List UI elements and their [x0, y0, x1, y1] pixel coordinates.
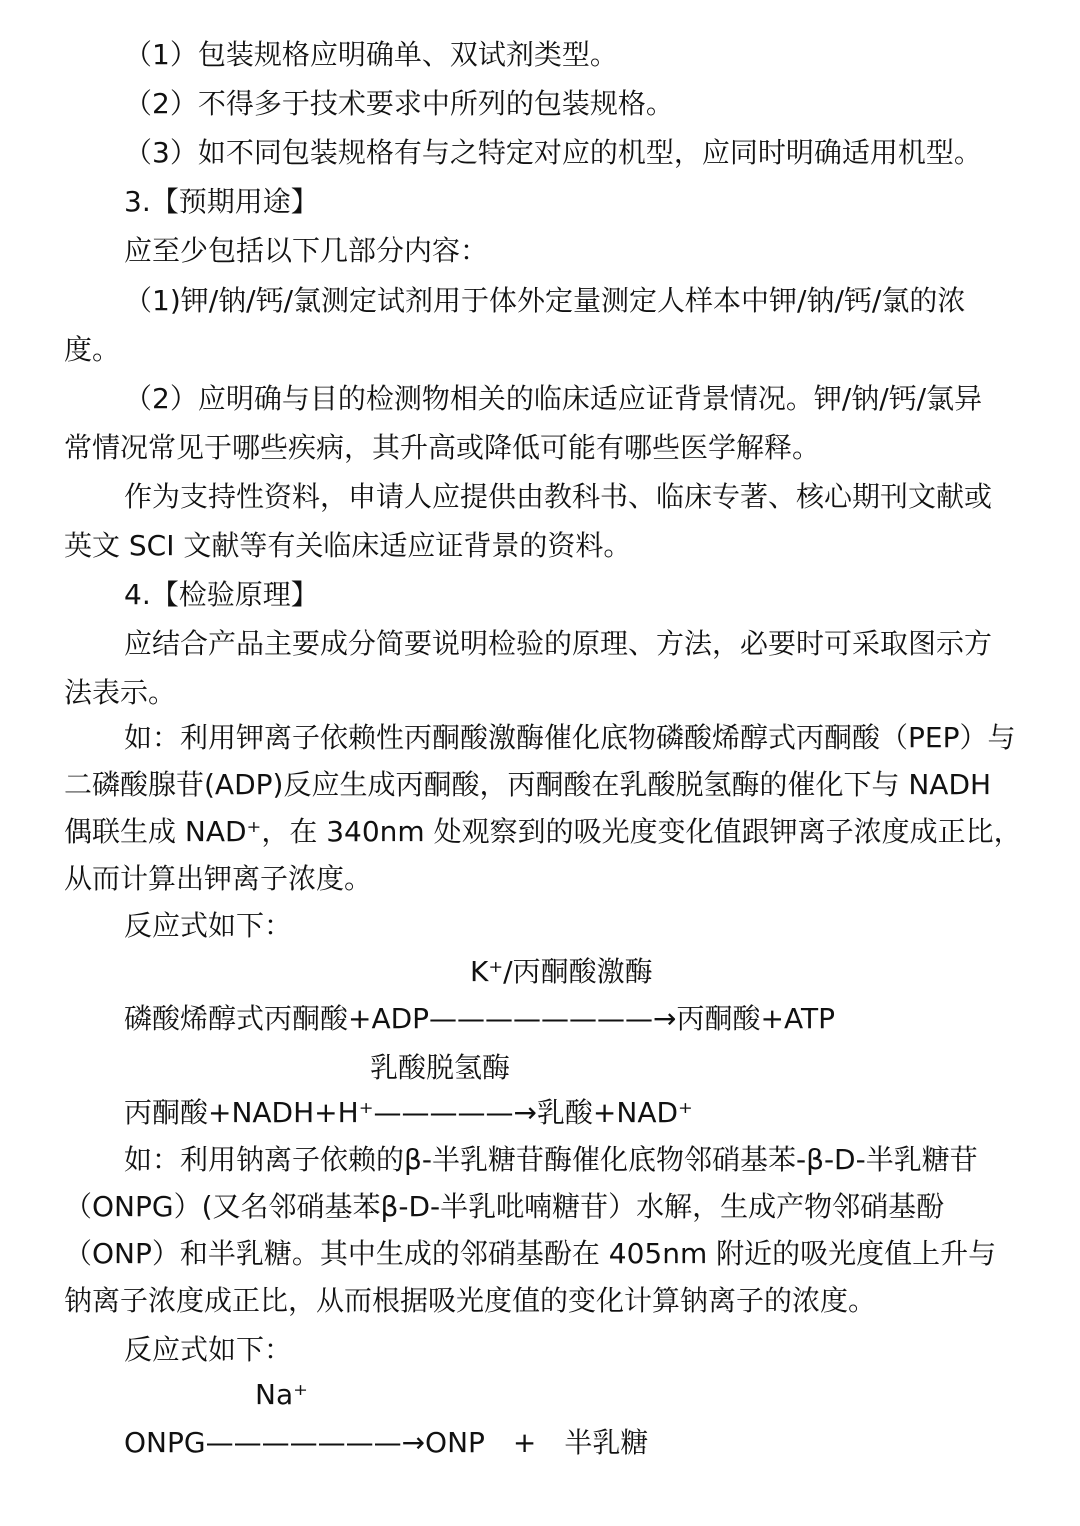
paragraph-line: 英文 SCI 文献等有关临床适应证背景的资料。 [64, 529, 632, 562]
section-heading-test-principle: 4.【检验原理】 [124, 578, 319, 611]
reaction-equation: 丙酮酸+NADH+H⁺—————→乳酸+NAD⁺ [124, 1096, 693, 1129]
paragraph-line: 反应式如下： [124, 909, 293, 942]
packaging-item-1: （1）包装规格应明确单、双试剂类型。 [124, 38, 618, 71]
reaction-equation: 磷酸烯醇式丙酮酸+ADP————————→丙酮酸+ATP [124, 1002, 835, 1035]
paragraph-line: （1)钾/钠/钙/氯测定试剂用于体外定量测定人样本中钾/钠/钙/氯的浓 [124, 284, 966, 317]
reaction-equation: ONPG———————→ONP + 半乳糖 [124, 1426, 649, 1459]
paragraph-line: 法表示。 [64, 676, 177, 709]
paragraph-line: 应至少包括以下几部分内容： [124, 234, 489, 267]
paragraph-line: 如：利用钾离子依赖性丙酮酸激酶催化底物磷酸烯醇式丙酮酸（PEP）与 [124, 721, 1016, 754]
paragraph-line: 作为支持性资料，申请人应提供由教科书、临床专著、核心期刊文献或 [124, 480, 993, 513]
reaction-catalyst-label: K⁺/丙酮酸激酶 [470, 955, 653, 988]
paragraph-line: 从而计算出钾离子浓度。 [64, 862, 373, 895]
paragraph-line: 二磷酸腺苷(ADP)反应生成丙酮酸，丙酮酸在乳酸脱氢酶的催化下与 NADH [64, 768, 992, 801]
section-heading-intended-use: 3.【预期用途】 [124, 185, 319, 218]
paragraph-line: 应结合产品主要成分简要说明检验的原理、方法，必要时可采取图示方 [124, 627, 993, 660]
paragraph-line: （2）应明确与目的检测物相关的临床适应证背景情况。钾/钠/钙/氯异 [124, 382, 983, 415]
paragraph-line: 反应式如下： [124, 1333, 293, 1366]
paragraph-line: 偶联生成 NAD⁺，在 340nm 处观察到的吸光度变化值跟钾离子浓度成正比， [64, 815, 1022, 848]
packaging-item-2: （2）不得多于技术要求中所列的包装规格。 [124, 87, 674, 120]
paragraph-line: 常情况常见于哪些疾病，其升高或降低可能有哪些医学解释。 [64, 431, 821, 464]
paragraph-line: （ONPG）(又名邻硝基苯β-D-半乳吡喃糖苷）水解，生成产物邻硝基酚 [64, 1190, 945, 1223]
reaction-catalyst-label: 乳酸脱氢酶 [370, 1051, 511, 1084]
packaging-item-3: （3）如不同包装规格有与之特定对应的机型，应同时明确适用机型。 [124, 136, 982, 169]
paragraph-line: 如：利用钠离子依赖的β-半乳糖苷酶催化底物邻硝基苯-β-D-半乳糖苷 [124, 1143, 978, 1176]
reaction-catalyst-label: Na⁺ [255, 1378, 308, 1411]
paragraph-line: 度。 [64, 333, 121, 366]
paragraph-line: （ONP）和半乳糖。其中生成的邻硝基酚在 405nm 附近的吸光度值上升与 [64, 1237, 997, 1270]
paragraph-line: 钠离子浓度成正比，从而根据吸光度值的变化计算钠离子的浓度。 [64, 1284, 877, 1317]
